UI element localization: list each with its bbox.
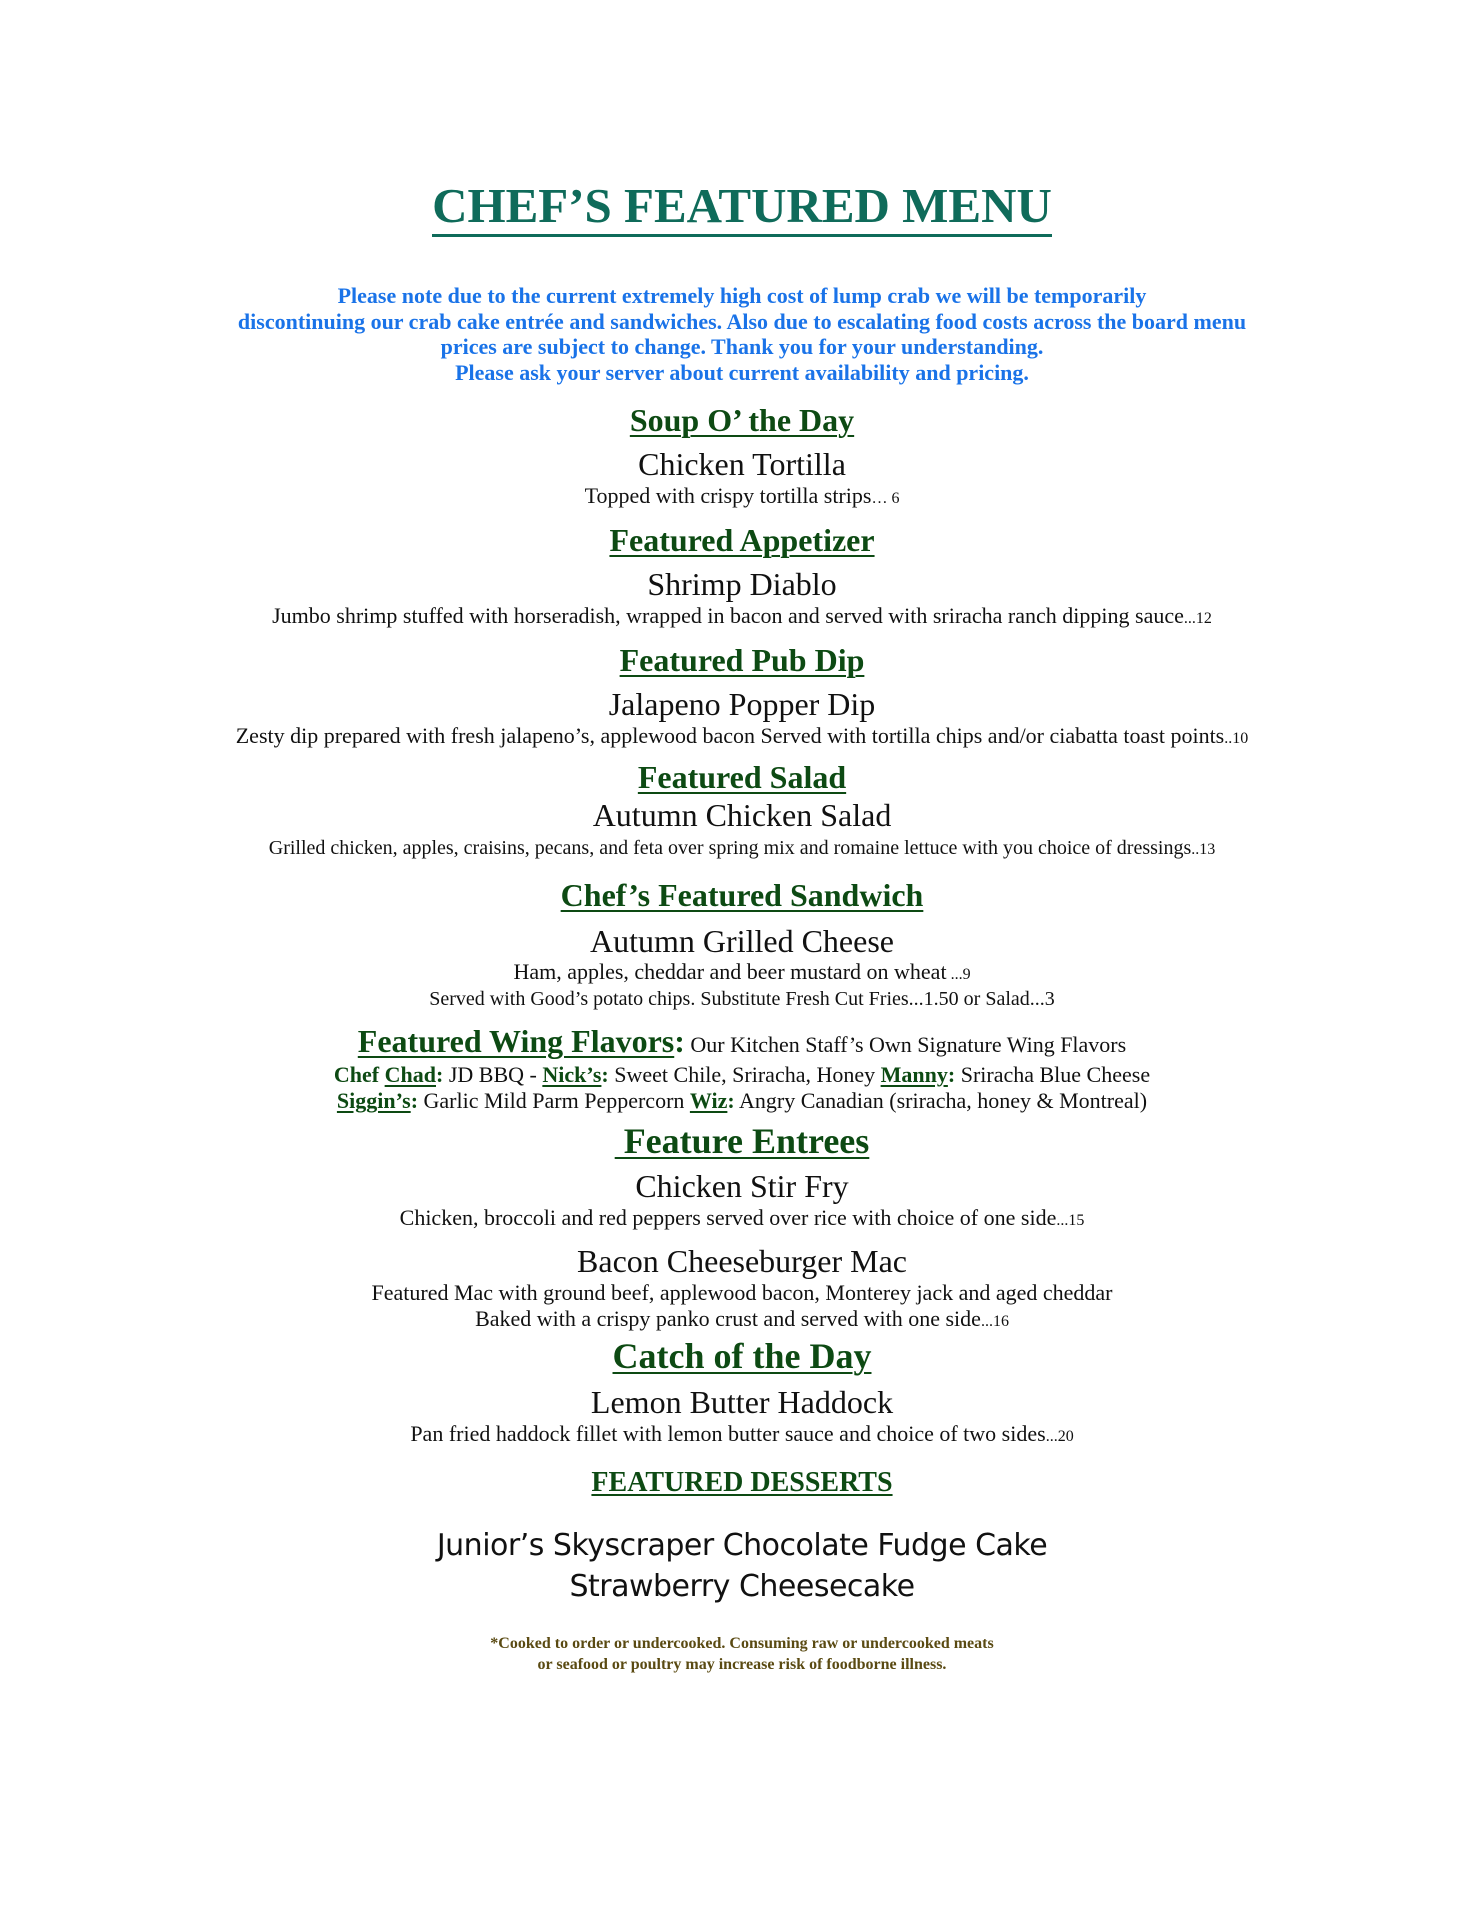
food-safety-disclaimer: [0, 1633, 1484, 1675]
disclaimer-line: or seafood or poultry may increase risk of foodborne illness.: [537, 1656, 947, 1673]
sandwich-price: ...9: [946, 966, 971, 983]
soup-item-name: Chicken Tortilla: [638, 446, 846, 482]
wing-nick: Nick’s: [542, 1062, 602, 1087]
desserts-section: [0, 1466, 1484, 1607]
salad-item-name: Autumn Chicken Salad: [592, 797, 892, 833]
appetizer-description: Jumbo shrimp stuffed with horseradish, wrapped in bacon and served with sriracha ranch dipping sauce...12: [272, 603, 1212, 628]
wing-chef-chad: Chad: [384, 1062, 436, 1087]
wing-wiz: Wiz: [689, 1088, 728, 1113]
entree-2-description-2: Baked with a crispy panko crust and served with one side...16: [475, 1306, 1009, 1331]
catch-description: Pan fried haddock fillet with lemon butter sauce and choice of two sides...20: [410, 1421, 1074, 1446]
soup-description: Topped with crispy tortilla strips… 6: [584, 483, 900, 508]
dessert-item: Junior’s Skyscraper Chocolate Fudge Cake: [436, 1528, 1048, 1563]
disclaimer-line: *Cooked to order or undercooked. Consuming raw or undercooked meats: [490, 1635, 994, 1652]
sandwich-heading: Chef’s Featured Sandwich: [560, 877, 924, 913]
wings-subtitle: Our Kitchen Staff’s Own Signature Wing Flavors: [684, 1032, 1127, 1057]
entree-1-price: ...15: [1056, 1212, 1085, 1229]
sandwich-section: [0, 876, 1484, 1011]
notice-line: discontinuing our crab cake entrée and sandwiches. Also due to escalating food costs across the board menu: [237, 308, 1247, 334]
entree-2-description: Featured Mac with ground beef, applewood bacon, Monterey jack and aged cheddar: [371, 1280, 1113, 1305]
sandwich-description: Ham, apples, cheddar and beer mustard on wheat ...9: [513, 959, 971, 984]
dip-description: Zesty dip prepared with fresh jalapeno’s, applewood bacon Served with tortilla chips and/or ciabatta toast points..10: [235, 723, 1249, 748]
appetizer-heading: Featured Appetizer: [609, 522, 875, 558]
appetizer-price: ...12: [1183, 610, 1212, 627]
dip-section: [0, 641, 1484, 752]
salad-description: Grilled chicken, apples, craisins, pecans, and feta over spring mix and romaine lettuce with you choice of dressings..13: [268, 837, 1216, 859]
entree-1-name: Chicken Stir Fry: [635, 1168, 849, 1204]
entree-2-price: ...16: [980, 1313, 1009, 1330]
notice-line: Please ask your server about current availability and pricing.: [455, 359, 1029, 385]
notice-line: prices are subject to change. Thank you for your understanding.: [440, 334, 1044, 359]
price-notice: [150, 283, 1334, 385]
entrees-section: [0, 1120, 1484, 1335]
wings-heading: Featured Wing Flavors: [357, 1023, 675, 1059]
wing-siggin: Siggin’s: [336, 1088, 411, 1113]
wing-manny: Manny: [880, 1062, 948, 1087]
soup-section: [0, 401, 1484, 512]
catch-item-name: Lemon Butter Haddock: [590, 1384, 894, 1420]
salad-price: ..13: [1191, 841, 1216, 858]
wings-line-1: Chef Chad: JD BBQ - Nick’s: Sweet Chile, Sriracha, Honey Manny: Sriracha Blue Cheese: [333, 1062, 1151, 1087]
appetizer-section: [0, 521, 1484, 632]
menu-title: CHEF’S FEATURED MENU: [0, 178, 1484, 234]
dessert-item: Strawberry Cheesecake: [569, 1569, 915, 1604]
dip-item-name: Jalapeno Popper Dip: [608, 686, 876, 722]
dip-price: ..10: [1224, 730, 1249, 747]
salad-heading: Featured Salad: [637, 759, 847, 795]
catch-section: [0, 1335, 1484, 1450]
entrees-heading: Feature Entrees: [614, 1121, 870, 1161]
soup-heading: Soup O’ the Day: [629, 402, 855, 438]
sandwich-item-name: Autumn Grilled Cheese: [590, 923, 894, 959]
wings-header: Featured Wing Flavors: Our Kitchen Staff’s Own Signature Wing Flavors: [357, 1023, 1127, 1059]
dip-heading: Featured Pub Dip: [619, 642, 865, 678]
notice-line: Please note due to the current extremely high cost of lump crab we will be temporarily: [337, 283, 1147, 308]
wings-line-2: Siggin’s: Garlic Mild Parm Peppercorn Wiz: Angry Canadian (sriracha, honey & Montreal): [336, 1088, 1148, 1113]
appetizer-item-name: Shrimp Diablo: [647, 566, 837, 602]
salad-section: [0, 758, 1484, 862]
sandwich-side-note: Served with Good’s potato chips. Substitute Fresh Cut Fries...1.50 or Salad...3: [429, 988, 1055, 1010]
catch-price: ...20: [1045, 1428, 1074, 1445]
catch-heading: Catch of the Day: [612, 1336, 872, 1376]
entree-1-description: Chicken, broccoli and red peppers served over rice with choice of one side...15: [399, 1205, 1085, 1230]
wings-section: [0, 1024, 1484, 1114]
entree-2-name: Bacon Cheeseburger Mac: [577, 1243, 907, 1279]
soup-price: … 6: [871, 490, 900, 507]
desserts-heading: FEATURED DESSERTS: [591, 1467, 893, 1498]
